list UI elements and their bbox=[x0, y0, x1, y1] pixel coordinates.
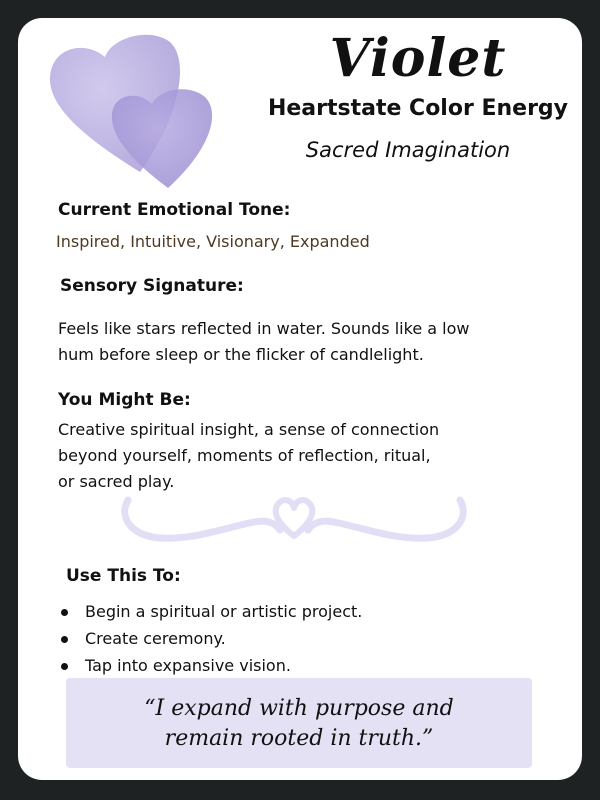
watercolor-hearts-icon bbox=[40, 22, 230, 192]
heart-flourish-divider-icon bbox=[114, 488, 474, 548]
list-item: Begin a spiritual or artistic project. bbox=[58, 598, 362, 625]
list-item: Create ceremony. bbox=[58, 625, 362, 652]
might-be-line-1: Creative spiritual insight, a sense of connection bbox=[58, 420, 440, 439]
affirmation-quote bbox=[66, 694, 532, 754]
card-title: Violet bbox=[329, 28, 507, 89]
card-tagline: Sacred Imagination bbox=[305, 138, 511, 162]
sensory-text bbox=[58, 316, 469, 368]
tone-heading: Current Emotional Tone: bbox=[58, 200, 291, 220]
sensory-line-2: hum before sleep or the flicker of candlelight. bbox=[58, 345, 424, 364]
list-item: Tap into expansive vision. bbox=[58, 652, 362, 679]
sensory-heading: Sensory Signature: bbox=[60, 276, 244, 296]
might-be-text bbox=[58, 417, 439, 495]
might-be-heading: You Might Be: bbox=[58, 390, 191, 410]
might-be-line-2: beyond yourself, moments of reflection, ritual, bbox=[58, 446, 431, 465]
affirmation-card bbox=[18, 18, 582, 780]
tone-text: Inspired, Intuitive, Visionary, Expanded bbox=[56, 232, 370, 251]
card-subtitle: Heartstate Color Energy bbox=[267, 96, 569, 121]
quote-line-1: “I expand with purpose and bbox=[144, 696, 454, 721]
use-this-heading: Use This To: bbox=[66, 566, 181, 586]
use-this-list bbox=[58, 598, 362, 679]
might-be-line-3: or sacred play. bbox=[58, 472, 175, 491]
sensory-line-1: Feels like stars reflected in water. Sounds like a low bbox=[58, 319, 470, 338]
quote-line-2: remain rooted in truth.” bbox=[164, 726, 434, 751]
quote-box bbox=[66, 678, 532, 768]
